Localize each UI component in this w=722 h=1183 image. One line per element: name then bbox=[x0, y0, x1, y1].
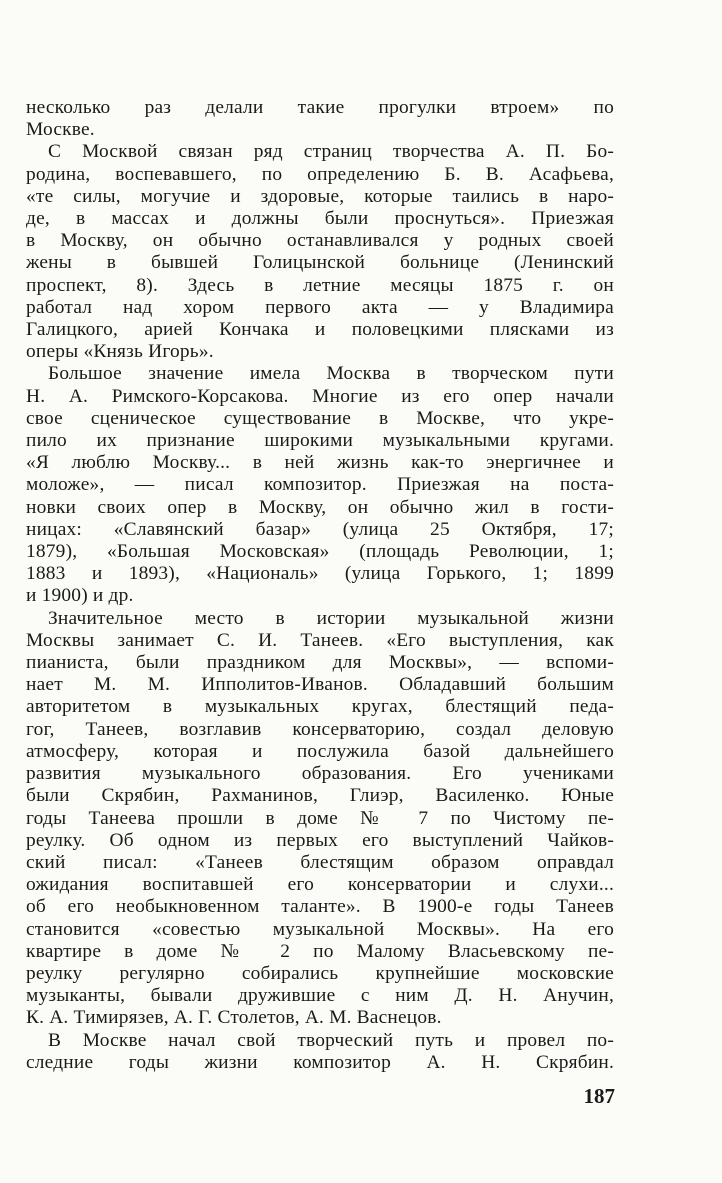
paragraph-taneyev bbox=[26, 608, 614, 1030]
page-number: 187 bbox=[583, 1084, 615, 1108]
text-line: несколько раз делали такие прогулки втроем» по bbox=[26, 97, 614, 118]
paragraph-rimsky-korsakov bbox=[26, 363, 614, 607]
text-line: В Москве начал свой творческий путь и провел по- bbox=[48, 1029, 614, 1051]
text-line: становится «совестью музыкальной Москвы». На его bbox=[26, 918, 614, 940]
text-line: ожидания воспитавшей его консерватории и слухи... bbox=[26, 874, 614, 896]
text-line: родина, воспевавшего, по определению Б. В. Асафьева, bbox=[26, 163, 614, 185]
text-line: нает М. М. Ипполитов-Иванов. Обладавший большим bbox=[26, 674, 614, 696]
text-line: атмосферу, которая и послужила базой дальнейшего bbox=[26, 740, 614, 762]
text-line: жены в бывшей Голицынской больнице (Ленинский bbox=[26, 252, 614, 274]
text-line: Москвы занимает С. И. Танеев. «Его выступления, как bbox=[26, 629, 614, 651]
text-line: в Москву, он обычно останавливался у родных своей bbox=[26, 230, 614, 252]
text-line: К. А. Тимирязев, А. Г. Столетов, А. М. Васнецов. bbox=[26, 1007, 442, 1029]
text-line: об его необыкновенном таланте». В 1900-е годы Танеев bbox=[26, 896, 614, 918]
text-line: были Скрябин, Рахманинов, Глиэр, Василенко. Юные bbox=[26, 785, 614, 807]
text-line: реулку регулярно собирались крупнейшие московские bbox=[26, 962, 614, 984]
paragraph-borodin bbox=[26, 141, 614, 363]
text-line: новки своих опер в Москву, он обычно жил в гости- bbox=[26, 496, 614, 518]
text-line: свое сценическое существование в Москве, что укре- bbox=[26, 407, 614, 429]
text-line: и 1900) и др. bbox=[26, 585, 134, 607]
text-line: гог, Танеев, возглавив консерваторию, создал деловую bbox=[26, 718, 614, 740]
text-line: годы Танеева прошли в доме № 7 по Чистому пе- bbox=[26, 807, 614, 829]
text-line: развития музыкального образования. Его учениками bbox=[26, 763, 614, 785]
text-line: пило их признание широкими музыкальными кругами. bbox=[26, 430, 614, 452]
text-line: пианиста, были праздником для Москвы», — вспоми- bbox=[26, 652, 614, 674]
text-line: «Я люблю Москву... в ней жизнь как-то энергичнее и bbox=[26, 452, 614, 474]
text-line: Н. А. Римского-Корсакова. Многие из его опер начали bbox=[26, 385, 614, 407]
text-line: проспект, 8). Здесь в летние месяцы 1875 г. он bbox=[26, 274, 614, 296]
text-line: музыканты, бывали дружившие с ним Д. Н. Анучин, bbox=[26, 985, 614, 1007]
text-line: квартире в доме № 2 по Малому Власьевскому пе- bbox=[26, 940, 614, 962]
text-line: С Москвой связан ряд страниц творчества А. П. Бо- bbox=[48, 141, 614, 163]
text-line: авторитетом в музыкальных кругах, блестящий педа- bbox=[26, 696, 614, 718]
text-line: де, в массах и должны были проснуться». Приезжая bbox=[26, 208, 614, 230]
page-text-body bbox=[26, 97, 614, 1074]
text-line: 1883 и 1893), «Националь» (улица Горького, 1; 1899 bbox=[26, 563, 614, 585]
text-line: ский писал: «Танеев блестящим образом оправдал bbox=[26, 851, 614, 873]
paragraph-walks-continued bbox=[26, 97, 614, 141]
text-line: Галицкого, арией Кончака и половецкими плясками из bbox=[26, 319, 614, 341]
text-line: ницах: «Славянский базар» (улица 25 Октября, 17; bbox=[26, 518, 614, 540]
text-line: следние годы жизни композитор А. Н. Скрябин. bbox=[26, 1051, 614, 1073]
text-line: Москве. bbox=[26, 119, 95, 141]
text-line: «те силы, могучие и здоровые, которые таились в наро- bbox=[26, 185, 614, 207]
text-line: моложе», — писал композитор. Приезжая на поста- bbox=[26, 474, 614, 496]
text-line: оперы «Князь Игорь». bbox=[26, 341, 214, 363]
text-line: работал над хором первого акта — у Владимира bbox=[26, 296, 614, 318]
text-line: Значительное место в истории музыкальной жизни bbox=[48, 607, 614, 629]
text-line: реулку. Об одном из первых его выступлений Чайков- bbox=[26, 829, 614, 851]
text-line: Большое значение имела Москва в творческом пути bbox=[48, 363, 614, 385]
paragraph-scriabin bbox=[26, 1030, 614, 1074]
text-line: 1879), «Большая Московская» (площадь Революции, 1; bbox=[26, 541, 614, 563]
